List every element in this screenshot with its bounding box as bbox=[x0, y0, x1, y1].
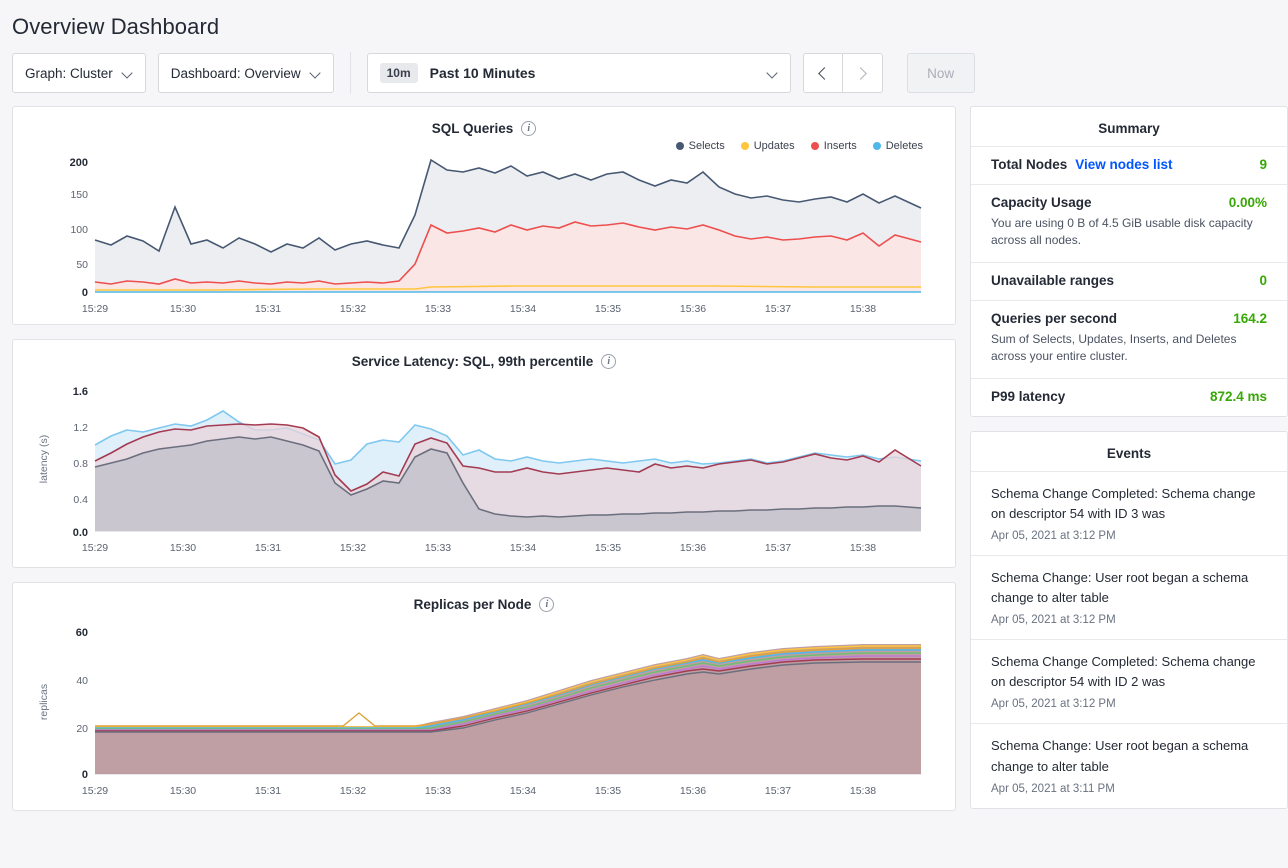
events-title: Events bbox=[1106, 445, 1152, 461]
x-tick: 15:31 bbox=[254, 542, 282, 554]
y-tick: 1.6 bbox=[72, 386, 88, 398]
time-nav-group bbox=[803, 53, 883, 93]
event-text: Schema Change: User root began a schema change to alter table bbox=[991, 569, 1249, 605]
chart-title-row bbox=[13, 340, 955, 371]
time-next-button[interactable] bbox=[843, 53, 883, 93]
y-tick: 40 bbox=[76, 675, 88, 687]
summary-value: 0.00% bbox=[1228, 195, 1267, 210]
event-timestamp: Apr 05, 2021 at 3:11 PM bbox=[991, 782, 1115, 795]
graph-select[interactable] bbox=[12, 53, 146, 93]
summary-subtext: You are using 0 B of 4.5 GiB usable disk capacity across all nodes. bbox=[991, 216, 1253, 248]
y-tick: 1.2 bbox=[73, 422, 88, 434]
list-item[interactable] bbox=[971, 471, 1287, 555]
chart-title: Service Latency: SQL, 99th percentile bbox=[351, 354, 594, 369]
x-tick: 15:37 bbox=[764, 542, 792, 554]
time-range-picker[interactable] bbox=[367, 53, 791, 93]
x-tick: 15:29 bbox=[81, 303, 109, 315]
x-tick: 15:36 bbox=[679, 542, 707, 554]
x-tick: 15:34 bbox=[509, 303, 537, 315]
y-tick: 0.4 bbox=[73, 494, 88, 506]
info-icon[interactable]: i bbox=[521, 121, 536, 136]
time-range-pill: 10m bbox=[380, 63, 418, 83]
x-tick: 15:35 bbox=[594, 785, 622, 797]
summary-subtext: Sum of Selects, Updates, Inserts, and Deletes across your entire cluster. bbox=[991, 331, 1237, 364]
chart-title: Replicas per Node bbox=[413, 597, 532, 612]
dashboard-content bbox=[0, 106, 1288, 825]
legend-item-updates[interactable] bbox=[741, 140, 795, 152]
summary-value: 872.4 ms bbox=[1209, 388, 1267, 404]
chart-card-replicas-per-node bbox=[12, 582, 956, 811]
chart-card-service-latency bbox=[12, 339, 956, 568]
summary-value: 164.2 bbox=[1233, 310, 1267, 326]
summary-card bbox=[970, 106, 1288, 417]
chevron-down-icon bbox=[768, 68, 778, 78]
event-text: Schema Change Completed: Schema change on descriptor 54 with ID 3 was bbox=[991, 485, 1256, 521]
summary-label: Queries per second bbox=[991, 310, 1118, 326]
legend-label: Inserts bbox=[823, 140, 857, 152]
summary-row-queries-per-second bbox=[971, 300, 1287, 378]
event-timestamp: Apr 05, 2021 at 3:12 PM bbox=[991, 529, 1116, 542]
y-tick: 0.0 bbox=[72, 527, 88, 539]
x-tick: 15:33 bbox=[424, 303, 452, 315]
legend-item-inserts[interactable] bbox=[811, 140, 857, 152]
y-tick: 20 bbox=[76, 723, 88, 735]
summary-label: Total Nodes bbox=[991, 157, 1068, 172]
x-tick: 15:37 bbox=[764, 785, 792, 797]
chevron-left-icon bbox=[818, 67, 831, 80]
chart-title-row bbox=[13, 107, 955, 138]
time-previous-button[interactable] bbox=[803, 53, 843, 93]
x-tick: 15:29 bbox=[81, 785, 109, 797]
x-tick: 15:32 bbox=[339, 303, 367, 315]
x-tick: 15:34 bbox=[509, 542, 537, 554]
y-tick: 0 bbox=[81, 287, 88, 299]
chart-card-sql-queries bbox=[12, 106, 956, 325]
list-item[interactable] bbox=[971, 639, 1287, 723]
x-tick: 15:33 bbox=[424, 785, 452, 797]
chart-title-row bbox=[13, 583, 955, 614]
x-tick: 15:33 bbox=[424, 542, 452, 554]
list-item[interactable] bbox=[971, 555, 1287, 639]
x-tick: 15:31 bbox=[254, 785, 282, 797]
toolbar bbox=[0, 40, 1288, 106]
summary-row-total-nodes bbox=[971, 146, 1287, 184]
summary-label: P99 latency bbox=[991, 388, 1066, 404]
legend-item-deletes[interactable] bbox=[873, 140, 923, 152]
x-tick: 15:35 bbox=[594, 303, 622, 315]
y-tick: 100 bbox=[70, 224, 88, 236]
y-tick: 60 bbox=[75, 627, 88, 639]
x-tick: 15:38 bbox=[849, 303, 877, 315]
x-tick: 15:36 bbox=[679, 785, 707, 797]
x-tick: 15:35 bbox=[594, 542, 622, 554]
y-tick: 200 bbox=[69, 157, 88, 169]
y-tick: 50 bbox=[76, 259, 88, 271]
time-range-label: Past 10 Minutes bbox=[429, 65, 536, 81]
summary-row-capacity-usage bbox=[971, 184, 1287, 262]
info-icon[interactable]: i bbox=[539, 597, 554, 612]
y-axis-label: latency (s) bbox=[38, 434, 50, 484]
y-tick: 150 bbox=[70, 189, 88, 201]
now-button[interactable]: Now bbox=[907, 53, 975, 93]
dashboard-select[interactable] bbox=[158, 53, 334, 93]
y-tick: 0.8 bbox=[73, 458, 88, 470]
summary-label: Unavailable ranges bbox=[991, 272, 1115, 288]
chart-title: SQL Queries bbox=[431, 121, 514, 136]
x-tick: 15:32 bbox=[339, 542, 367, 554]
summary-row-unavailable-ranges bbox=[971, 262, 1287, 300]
chart-plot-replicas-per-node[interactable] bbox=[13, 614, 955, 810]
x-tick: 15:37 bbox=[764, 303, 792, 315]
page-title: Overview Dashboard bbox=[12, 14, 220, 39]
events-card bbox=[970, 431, 1288, 809]
chevron-down-icon bbox=[311, 68, 321, 78]
legend-item-selects[interactable] bbox=[676, 140, 725, 152]
legend-label: Deletes bbox=[885, 140, 923, 152]
x-tick: 15:30 bbox=[169, 785, 197, 797]
summary-value: 0 bbox=[1259, 272, 1267, 288]
summary-title: Summary bbox=[1098, 121, 1160, 136]
x-tick: 15:29 bbox=[81, 542, 109, 554]
info-icon[interactable]: i bbox=[601, 354, 616, 369]
event-timestamp: Apr 05, 2021 at 3:12 PM bbox=[991, 614, 1116, 627]
x-tick: 15:31 bbox=[254, 303, 282, 315]
legend-label: Selects bbox=[688, 140, 725, 152]
toolbar-divider bbox=[350, 52, 351, 94]
charts-column bbox=[12, 106, 956, 825]
y-tick: 0 bbox=[81, 769, 88, 781]
list-item[interactable] bbox=[971, 723, 1287, 807]
x-tick: 15:36 bbox=[679, 303, 707, 315]
x-tick: 15:30 bbox=[169, 303, 197, 315]
dashboard-select-label: Dashboard: Overview bbox=[170, 65, 301, 81]
x-tick: 15:34 bbox=[509, 785, 537, 797]
event-timestamp: Apr 05, 2021 at 3:12 PM bbox=[991, 698, 1116, 711]
view-nodes-list-link[interactable]: View nodes list bbox=[1075, 157, 1173, 172]
legend-label: Updates bbox=[753, 140, 795, 152]
y-axis-label: replicas bbox=[38, 683, 50, 721]
graph-select-label: Graph: Cluster bbox=[25, 65, 113, 81]
chevron-right-icon bbox=[854, 67, 867, 80]
summary-label: Capacity Usage bbox=[991, 195, 1092, 210]
x-tick: 15:38 bbox=[849, 785, 877, 797]
event-text: Schema Change Completed: Schema change on descriptor 54 with ID 2 was bbox=[991, 654, 1256, 690]
summary-row-p99-latency bbox=[971, 378, 1287, 416]
chevron-down-icon bbox=[123, 68, 133, 78]
chart-plot-service-latency[interactable] bbox=[13, 371, 955, 567]
x-tick: 15:38 bbox=[849, 542, 877, 554]
x-tick: 15:32 bbox=[339, 785, 367, 797]
summary-value: 9 bbox=[1259, 157, 1267, 172]
event-text: Schema Change: User root began a schema change to alter table bbox=[991, 738, 1249, 774]
sidebar-column bbox=[970, 106, 1288, 823]
chart-legend bbox=[13, 138, 955, 152]
x-tick: 15:30 bbox=[169, 542, 197, 554]
chart-plot-sql-queries[interactable] bbox=[13, 152, 955, 324]
